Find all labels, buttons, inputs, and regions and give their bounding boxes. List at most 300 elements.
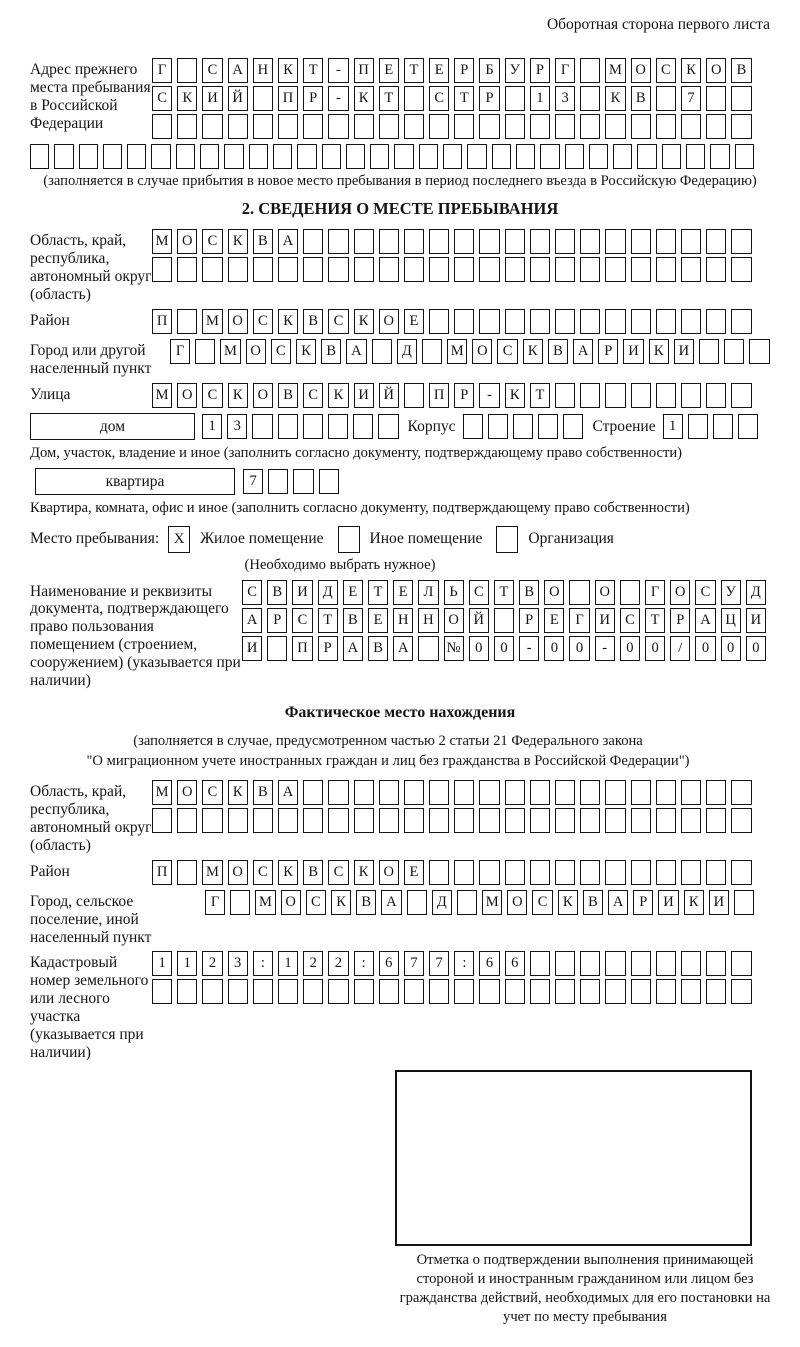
char-cell[interactable]: К [278,860,298,885]
char-cell[interactable] [580,257,600,282]
char-cell[interactable] [662,144,681,169]
char-cell[interactable]: Ц [721,608,741,633]
char-cell[interactable] [429,114,449,139]
char-cell[interactable]: Р [267,608,287,633]
char-cell[interactable]: 7 [404,951,424,976]
char-cell[interactable] [656,860,676,885]
char-cell[interactable] [152,979,172,1004]
char-cell[interactable]: Д [397,339,417,364]
char-cell[interactable]: А [278,780,298,805]
char-cell[interactable] [580,58,600,83]
char-cell[interactable] [404,114,424,139]
char-cell[interactable] [580,309,600,334]
char-cell[interactable] [404,979,424,1004]
char-cell[interactable] [605,114,625,139]
char-cell[interactable] [631,860,651,885]
char-cell[interactable]: Г [152,58,172,83]
char-cell[interactable]: О [544,580,564,605]
char-cell[interactable] [404,257,424,282]
char-cell[interactable] [354,114,374,139]
char-cell[interactable]: О [670,580,690,605]
char-cell[interactable]: К [331,890,351,915]
char-cell[interactable] [268,469,288,494]
char-cell[interactable] [731,808,751,833]
char-cell[interactable] [706,86,726,111]
char-cell[interactable]: В [356,890,376,915]
char-cell[interactable]: С [242,580,262,605]
char-cell[interactable]: К [354,86,374,111]
char-cell[interactable] [103,144,122,169]
char-cell[interactable]: М [202,309,222,334]
char-cell[interactable] [30,144,49,169]
char-cell[interactable]: 0 [721,636,741,661]
char-cell[interactable] [530,309,550,334]
char-cell[interactable] [656,114,676,139]
char-cell[interactable] [656,808,676,833]
char-cell[interactable] [681,860,701,885]
char-cell[interactable]: Е [393,580,413,605]
char-cell[interactable] [631,114,651,139]
char-cell[interactable] [443,144,462,169]
char-cell[interactable]: 3 [227,414,247,439]
char-cell[interactable] [429,309,449,334]
char-cell[interactable]: - [595,636,615,661]
char-cell[interactable]: А [278,229,298,254]
char-cell[interactable] [267,636,287,661]
char-cell[interactable] [580,979,600,1004]
char-cell[interactable] [404,780,424,805]
char-cell[interactable] [656,979,676,1004]
char-cell[interactable] [422,339,442,364]
char-cell[interactable]: К [505,383,525,408]
char-cell[interactable]: К [228,780,248,805]
char-cell[interactable] [429,979,449,1004]
char-cell[interactable] [631,979,651,1004]
char-cell[interactable]: В [303,309,323,334]
char-cell[interactable] [706,951,726,976]
char-cell[interactable]: В [278,383,298,408]
char-cell[interactable]: С [656,58,676,83]
char-cell[interactable] [454,257,474,282]
char-cell[interactable]: 1 [177,951,197,976]
char-cell[interactable]: Т [318,608,338,633]
char-cell[interactable] [505,229,525,254]
char-cell[interactable] [681,229,701,254]
char-cell[interactable]: Л [418,580,438,605]
char-cell[interactable] [686,144,705,169]
char-cell[interactable]: Р [454,58,474,83]
char-cell[interactable]: И [595,608,615,633]
checkbox-residential[interactable]: X [168,526,190,553]
char-cell[interactable]: Т [494,580,514,605]
char-cell[interactable]: О [631,58,651,83]
char-cell[interactable]: 0 [746,636,766,661]
char-cell[interactable] [631,229,651,254]
char-cell[interactable]: - [519,636,539,661]
char-cell[interactable]: 0 [494,636,514,661]
char-cell[interactable] [724,339,744,364]
char-cell[interactable]: 2 [303,951,323,976]
char-cell[interactable]: Р [519,608,539,633]
char-cell[interactable]: А [228,58,248,83]
char-cell[interactable] [710,144,729,169]
char-cell[interactable] [488,414,508,439]
char-cell[interactable] [177,114,197,139]
char-cell[interactable] [328,229,348,254]
char-cell[interactable]: : [354,951,374,976]
char-cell[interactable] [530,114,550,139]
char-cell[interactable]: С [271,339,291,364]
char-cell[interactable]: К [649,339,669,364]
char-cell[interactable]: Б [479,58,499,83]
char-cell[interactable] [631,257,651,282]
char-cell[interactable]: 0 [544,636,564,661]
char-cell[interactable] [177,979,197,1004]
char-cell[interactable]: М [152,780,172,805]
char-cell[interactable] [492,144,511,169]
char-cell[interactable] [555,309,575,334]
char-cell[interactable]: Е [368,608,388,633]
char-cell[interactable] [454,229,474,254]
char-cell[interactable] [228,257,248,282]
char-cell[interactable]: К [278,309,298,334]
char-cell[interactable] [328,979,348,1004]
char-cell[interactable] [249,144,268,169]
char-cell[interactable] [224,144,243,169]
char-cell[interactable]: 0 [620,636,640,661]
char-cell[interactable]: С [429,86,449,111]
char-cell[interactable] [429,808,449,833]
char-cell[interactable]: Т [645,608,665,633]
char-cell[interactable] [505,979,525,1004]
char-cell[interactable] [681,114,701,139]
char-cell[interactable]: С [202,229,222,254]
char-cell[interactable] [463,414,483,439]
char-cell[interactable]: Р [670,608,690,633]
char-cell[interactable]: 6 [479,951,499,976]
checkbox-organization[interactable] [496,526,518,553]
char-cell[interactable]: И [709,890,729,915]
char-cell[interactable]: О [379,860,399,885]
char-cell[interactable] [731,86,751,111]
char-cell[interactable]: О [379,309,399,334]
char-cell[interactable] [580,229,600,254]
char-cell[interactable]: М [255,890,275,915]
char-cell[interactable]: / [670,636,690,661]
char-cell[interactable]: Й [228,86,248,111]
char-cell[interactable] [605,309,625,334]
char-cell[interactable]: М [447,339,467,364]
char-cell[interactable] [580,780,600,805]
char-cell[interactable] [706,860,726,885]
char-cell[interactable] [228,114,248,139]
char-cell[interactable] [681,808,701,833]
char-cell[interactable]: Г [645,580,665,605]
char-cell[interactable]: М [605,58,625,83]
char-cell[interactable] [530,780,550,805]
char-cell[interactable]: Е [429,58,449,83]
char-cell[interactable]: Й [379,383,399,408]
char-cell[interactable]: К [558,890,578,915]
char-cell[interactable] [152,808,172,833]
char-cell[interactable] [580,951,600,976]
char-cell[interactable]: С [620,608,640,633]
char-cell[interactable] [54,144,73,169]
char-cell[interactable] [530,808,550,833]
char-cell[interactable]: П [429,383,449,408]
char-cell[interactable]: Д [746,580,766,605]
char-cell[interactable] [731,780,751,805]
char-cell[interactable] [303,808,323,833]
char-cell[interactable]: В [368,636,388,661]
char-cell[interactable] [454,780,474,805]
char-cell[interactable]: 1 [278,951,298,976]
char-cell[interactable] [681,951,701,976]
char-cell[interactable] [631,780,651,805]
char-cell[interactable] [713,414,733,439]
char-cell[interactable]: С [328,309,348,334]
char-cell[interactable]: О [281,890,301,915]
char-cell[interactable] [681,979,701,1004]
char-cell[interactable]: : [253,951,273,976]
char-cell[interactable] [278,257,298,282]
checkbox-other-premises[interactable] [338,526,360,553]
char-cell[interactable]: В [519,580,539,605]
char-cell[interactable]: Н [393,608,413,633]
char-cell[interactable] [540,144,559,169]
char-cell[interactable] [177,257,197,282]
char-cell[interactable] [505,86,525,111]
char-cell[interactable]: С [328,860,348,885]
char-cell[interactable]: 1 [663,414,683,439]
char-cell[interactable]: В [631,86,651,111]
char-cell[interactable] [297,144,316,169]
char-cell[interactable]: И [746,608,766,633]
char-cell[interactable]: И [242,636,262,661]
char-cell[interactable]: К [228,229,248,254]
char-cell[interactable]: А [343,636,363,661]
char-cell[interactable] [530,257,550,282]
char-cell[interactable] [454,808,474,833]
char-cell[interactable] [303,114,323,139]
char-cell[interactable] [404,383,424,408]
char-cell[interactable]: П [278,86,298,111]
char-cell[interactable]: Д [318,580,338,605]
char-cell[interactable] [195,339,215,364]
char-cell[interactable] [177,309,197,334]
char-cell[interactable] [656,951,676,976]
char-cell[interactable]: О [472,339,492,364]
char-cell[interactable] [127,144,146,169]
char-cell[interactable] [354,229,374,254]
char-cell[interactable]: О [177,383,197,408]
char-cell[interactable] [228,979,248,1004]
char-cell[interactable] [479,229,499,254]
char-cell[interactable]: К [228,383,248,408]
char-cell[interactable]: О [706,58,726,83]
char-cell[interactable] [379,229,399,254]
char-cell[interactable]: С [292,608,312,633]
char-cell[interactable]: И [292,580,312,605]
char-cell[interactable]: Й [469,608,489,633]
char-cell[interactable]: А [393,636,413,661]
char-cell[interactable] [555,860,575,885]
char-cell[interactable] [176,144,195,169]
char-cell[interactable] [479,309,499,334]
char-cell[interactable]: 0 [645,636,665,661]
char-cell[interactable]: О [595,580,615,605]
char-cell[interactable]: 1 [530,86,550,111]
char-cell[interactable] [538,414,558,439]
char-cell[interactable]: 7 [429,951,449,976]
char-cell[interactable] [580,86,600,111]
char-cell[interactable]: С [469,580,489,605]
char-cell[interactable]: Р [454,383,474,408]
char-cell[interactable]: В [253,780,273,805]
char-cell[interactable] [407,890,427,915]
char-cell[interactable] [631,309,651,334]
char-cell[interactable] [706,309,726,334]
char-cell[interactable] [479,979,499,1004]
char-cell[interactable] [555,951,575,976]
char-cell[interactable]: 3 [555,86,575,111]
char-cell[interactable] [202,979,222,1004]
char-cell[interactable] [513,414,533,439]
char-cell[interactable]: - [328,58,348,83]
char-cell[interactable]: Т [379,86,399,111]
char-cell[interactable] [731,257,751,282]
char-cell[interactable] [479,808,499,833]
char-cell[interactable] [273,144,292,169]
char-cell[interactable]: О [253,383,273,408]
char-cell[interactable] [278,808,298,833]
char-cell[interactable] [580,383,600,408]
char-cell[interactable]: : [454,951,474,976]
char-cell[interactable] [565,144,584,169]
char-cell[interactable] [328,414,348,439]
char-cell[interactable] [429,780,449,805]
char-cell[interactable] [631,808,651,833]
char-cell[interactable]: Т [303,58,323,83]
char-cell[interactable]: А [695,608,715,633]
char-cell[interactable]: 2 [202,951,222,976]
char-cell[interactable]: - [479,383,499,408]
char-cell[interactable]: К [523,339,543,364]
char-cell[interactable] [457,890,477,915]
char-cell[interactable]: 2 [328,951,348,976]
char-cell[interactable]: У [505,58,525,83]
char-cell[interactable] [151,144,170,169]
char-cell[interactable]: И [658,890,678,915]
char-cell[interactable] [731,114,751,139]
char-cell[interactable] [177,808,197,833]
char-cell[interactable]: Т [368,580,388,605]
char-cell[interactable] [303,229,323,254]
char-cell[interactable] [454,860,474,885]
char-cell[interactable] [303,414,323,439]
char-cell[interactable]: 0 [469,636,489,661]
char-cell[interactable]: Е [379,58,399,83]
char-cell[interactable] [354,808,374,833]
char-cell[interactable]: П [152,860,172,885]
char-cell[interactable]: Н [253,58,273,83]
char-cell[interactable] [731,383,751,408]
char-cell[interactable] [555,808,575,833]
char-cell[interactable] [429,860,449,885]
char-cell[interactable]: 3 [228,951,248,976]
char-cell[interactable]: В [267,580,287,605]
char-cell[interactable]: О [177,229,197,254]
char-cell[interactable]: М [482,890,502,915]
char-cell[interactable] [530,860,550,885]
char-cell[interactable]: С [152,86,172,111]
char-cell[interactable]: Р [318,636,338,661]
char-cell[interactable] [354,257,374,282]
char-cell[interactable] [731,979,751,1004]
char-cell[interactable]: О [228,309,248,334]
char-cell[interactable]: С [202,58,222,83]
char-cell[interactable] [613,144,632,169]
char-cell[interactable]: Р [479,86,499,111]
char-cell[interactable]: О [246,339,266,364]
char-cell[interactable] [605,979,625,1004]
char-cell[interactable] [505,860,525,885]
char-cell[interactable]: А [381,890,401,915]
char-cell[interactable]: 1 [202,414,222,439]
char-cell[interactable]: А [346,339,366,364]
char-cell[interactable] [379,780,399,805]
char-cell[interactable]: С [202,780,222,805]
char-cell[interactable] [731,309,751,334]
char-cell[interactable] [303,979,323,1004]
char-cell[interactable] [505,114,525,139]
char-cell[interactable]: В [343,608,363,633]
char-cell[interactable] [706,114,726,139]
char-cell[interactable] [252,414,272,439]
char-cell[interactable]: К [681,58,701,83]
char-cell[interactable]: В [548,339,568,364]
char-cell[interactable] [706,979,726,1004]
char-cell[interactable] [734,890,754,915]
char-cell[interactable]: 7 [243,469,263,494]
char-cell[interactable]: Р [633,890,653,915]
char-cell[interactable] [253,979,273,1004]
char-cell[interactable] [177,860,197,885]
char-cell[interactable] [467,144,486,169]
char-cell[interactable]: Г [170,339,190,364]
char-cell[interactable] [605,951,625,976]
char-cell[interactable] [404,808,424,833]
char-cell[interactable] [228,808,248,833]
char-cell[interactable] [735,144,754,169]
char-cell[interactable] [253,808,273,833]
char-cell[interactable] [454,309,474,334]
char-cell[interactable] [688,414,708,439]
char-cell[interactable]: С [303,383,323,408]
char-cell[interactable]: Т [530,383,550,408]
char-cell[interactable]: И [202,86,222,111]
char-cell[interactable] [681,383,701,408]
char-cell[interactable]: А [573,339,593,364]
char-cell[interactable] [631,951,651,976]
char-cell[interactable] [589,144,608,169]
char-cell[interactable] [530,979,550,1004]
char-cell[interactable] [656,309,676,334]
char-cell[interactable]: М [220,339,240,364]
char-cell[interactable] [394,144,413,169]
char-cell[interactable]: 0 [569,636,589,661]
char-cell[interactable]: М [152,383,172,408]
